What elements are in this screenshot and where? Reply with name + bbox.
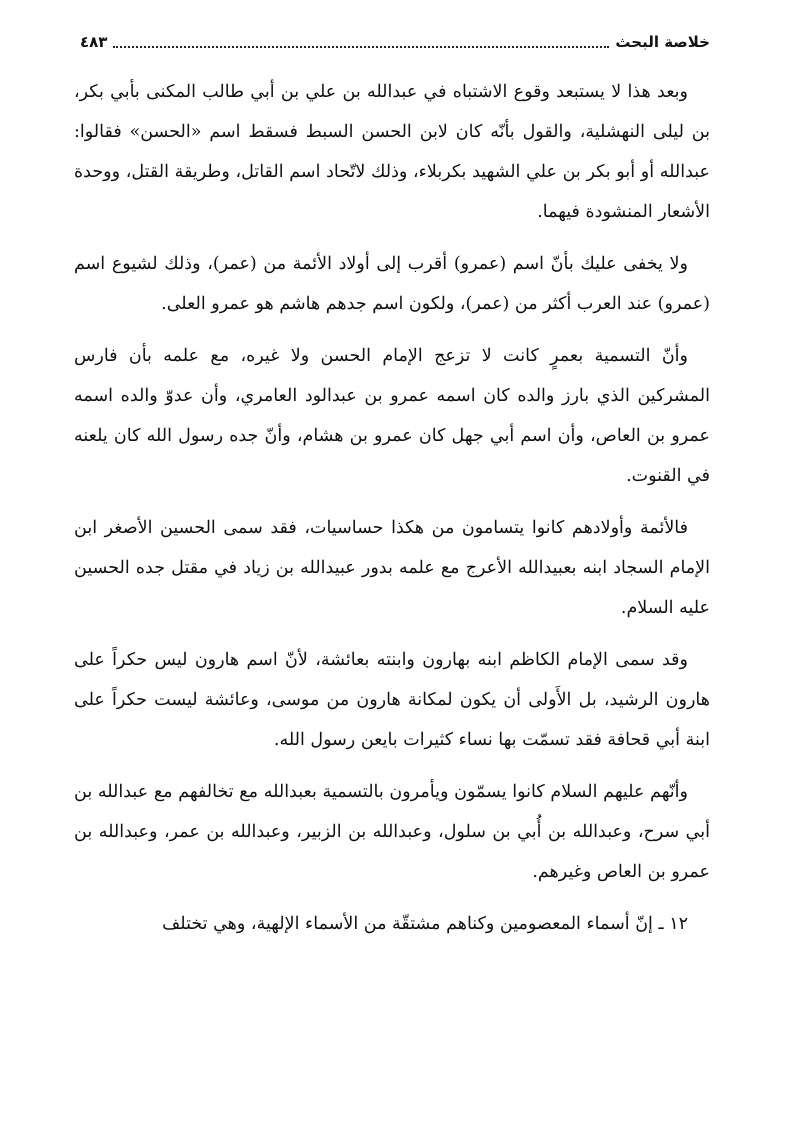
header-title: خلاصة البحث	[615, 33, 710, 51]
running-header	[80, 26, 710, 58]
paragraph: فالأئمة وأولادهم كانوا يتسامون من هكذا حساسيات، فقد سمى الحسين الأصغر ابن الإمام السجاد ابنه بعبيدالله الأعرج مع علمه بدور عبيدالله بن زياد في مقتل جده الحسين عليه السلام.	[74, 518, 710, 618]
paragraph: وبعد هذا لا يستبعد وقوع الاشتباه في عبدالله بن علي بن أبي طالب المكنى بأبي بكر، بن ليلى النهشلية، والقول بأنّه كان لابن الحسن السبط فسقط اسم «الحسن» فقالوا: عبدالله أو أبو بكر بن علي الشهيد بكربلاء، وذلك لاتّحاد اسم القاتل، وطريقة القتل، ووحدة الأشعار المنشودة فيهما.	[74, 82, 710, 222]
body-text	[74, 72, 710, 956]
paragraph: وقد سمى الإمام الكاظم ابنه بهارون وابنته بعائشة، لأنّ اسم هارون ليس حكراً على هارون الرشيد، بل الأَولى أن يكون لمكانة هارون من موسى، وعائشة ليست حكراً على ابنة أبي قحافة فقد تسمّت بها نساء كثيرات بايعن رسول الله.	[74, 650, 710, 750]
paragraph: وأنّهم عليهم السلام كانوا يسمّون ويأمرون بالتسمية بعبدالله مع تخالفهم مع عبدالله بن أبي سرح، وعبدالله بن أُبي بن سلول، وعبدالله بن الزبير، وعبدالله بن عمر، وعبدالله بن عمرو بن العاص وغيرهم.	[74, 782, 710, 882]
header-dot-leader	[113, 36, 609, 48]
paragraph-numbered-12: ١٢ ـ إنّ أسماء المعصومين وكناهم مشتقّة من الأسماء الإلهية، وهي تختلف	[162, 914, 688, 934]
paragraph: ولا يخفى عليك بأنّ اسم (عمرو) أقرب إلى أولاد الأئمة من (عمر)، وذلك لشيوع اسم (عمرو) عند العرب أكثر من (عمر)، ولكون اسم جدهم هاشم هو عمرو العلى.	[74, 254, 710, 314]
page-number: ٤٨٣	[80, 33, 108, 51]
paragraph: وأنّ التسمية بعمرٍ كانت لا تزعج الإمام الحسن ولا غيره، مع علمه بأن فارس المشركين الذي بارز والده كان اسمه عمرو بن عبدالود العامري، وأن عدوّ والده اسمه عمرو بن العاص، وأن اسم أبي جهل كان عمرو بن هشام، وأنّ جده رسول الله كان يلعنه في القنوت.	[74, 346, 710, 486]
